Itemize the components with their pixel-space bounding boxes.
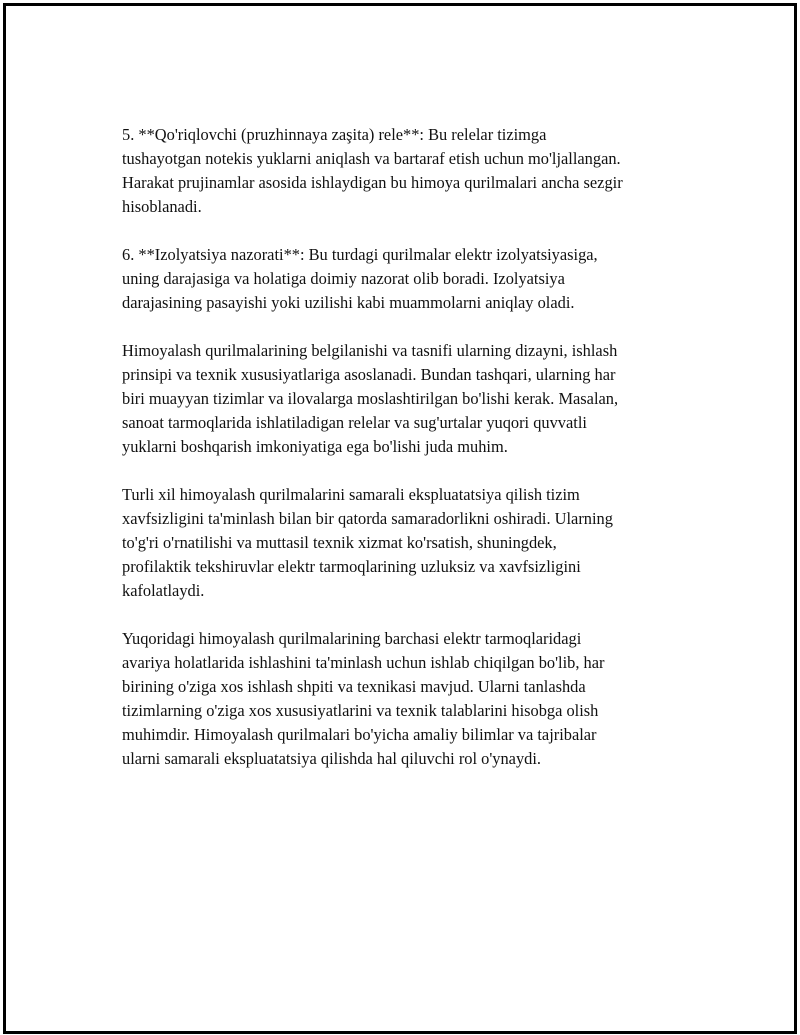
paragraph-conclusion: Yuqoridagi himoyalash qurilmalarining barchasi elektr tarmoqlaridagi avariya holatlarida ishlashini ta'minlash uchun ishlab chiqilgan bo'lib, har birining o'ziga xos ishlash shpiti va texnikasi mavjud. Ularni tanlashda tizimlarning o'ziga xos xususiyatlarini va texnik talablarini hisobga olish muhimdir. Himoyalash qurilmalari bo'yicha amaliy bilimlar va tajribalar ularni samarali ekspluatatsiya qilishda hal qiluvchi rol o'ynaydi. bbox=[122, 629, 605, 768]
paragraph-operation: Turli xil himoyalash qurilmalarini samarali ekspluatatsiya qilish tizim xavfsizligini ta'minlash bilan bir qatorda samaradorlikni oshiradi. Ularning to'g'ri o'rnatilishi va muttasil texnik xizmat ko'rsatish, shuningdek, profilaktik tekshiruvlar elektr tarmoqlarining uzluksiz va xavfsizligini kafolatlaydi. bbox=[122, 485, 613, 600]
paragraph-item-6: 6. **Izolyatsiya nazorati**: Bu turdagi qurilmalar elektr izolyatsiyasiga, uning darajasiga va holatiga doimiy nazorat olib boradi. Izolyatsiya darajasining pasayishi yoki uzilishi kabi muammolarni aniqlay oladi. bbox=[122, 245, 598, 312]
paragraph-item-5: 5. **Qo'riqlovchi (pruzhinnaya zaşita) rele**: Bu relelar tizimga tushayotgan notekis yuklarni aniqlash va bartaraf etish uchun mo'ljallangan. Harakat prujinamlar asosida ishlaydigan bu himoya qurilmalari ancha sezgir hisoblanadi. bbox=[122, 125, 623, 216]
page-frame bbox=[3, 3, 797, 1034]
document-body bbox=[122, 123, 692, 795]
paragraph-classification: Himoyalash qurilmalarining belgilanishi va tasnifi ularning dizayni, ishlash prinsipi va texnik xususiyatlariga asoslanadi. Bundan tashqari, ularning har biri muayyan tizimlar va ilovalarga moslashtirilgan bo'lishi kerak. Masalan, sanoat tarmoqlarida ishlatiladigan relelar va sug'urtalar yuqori quvvatli yuklarni boshqarish imkoniyatiga ega bo'lishi juda muhim. bbox=[122, 341, 619, 456]
